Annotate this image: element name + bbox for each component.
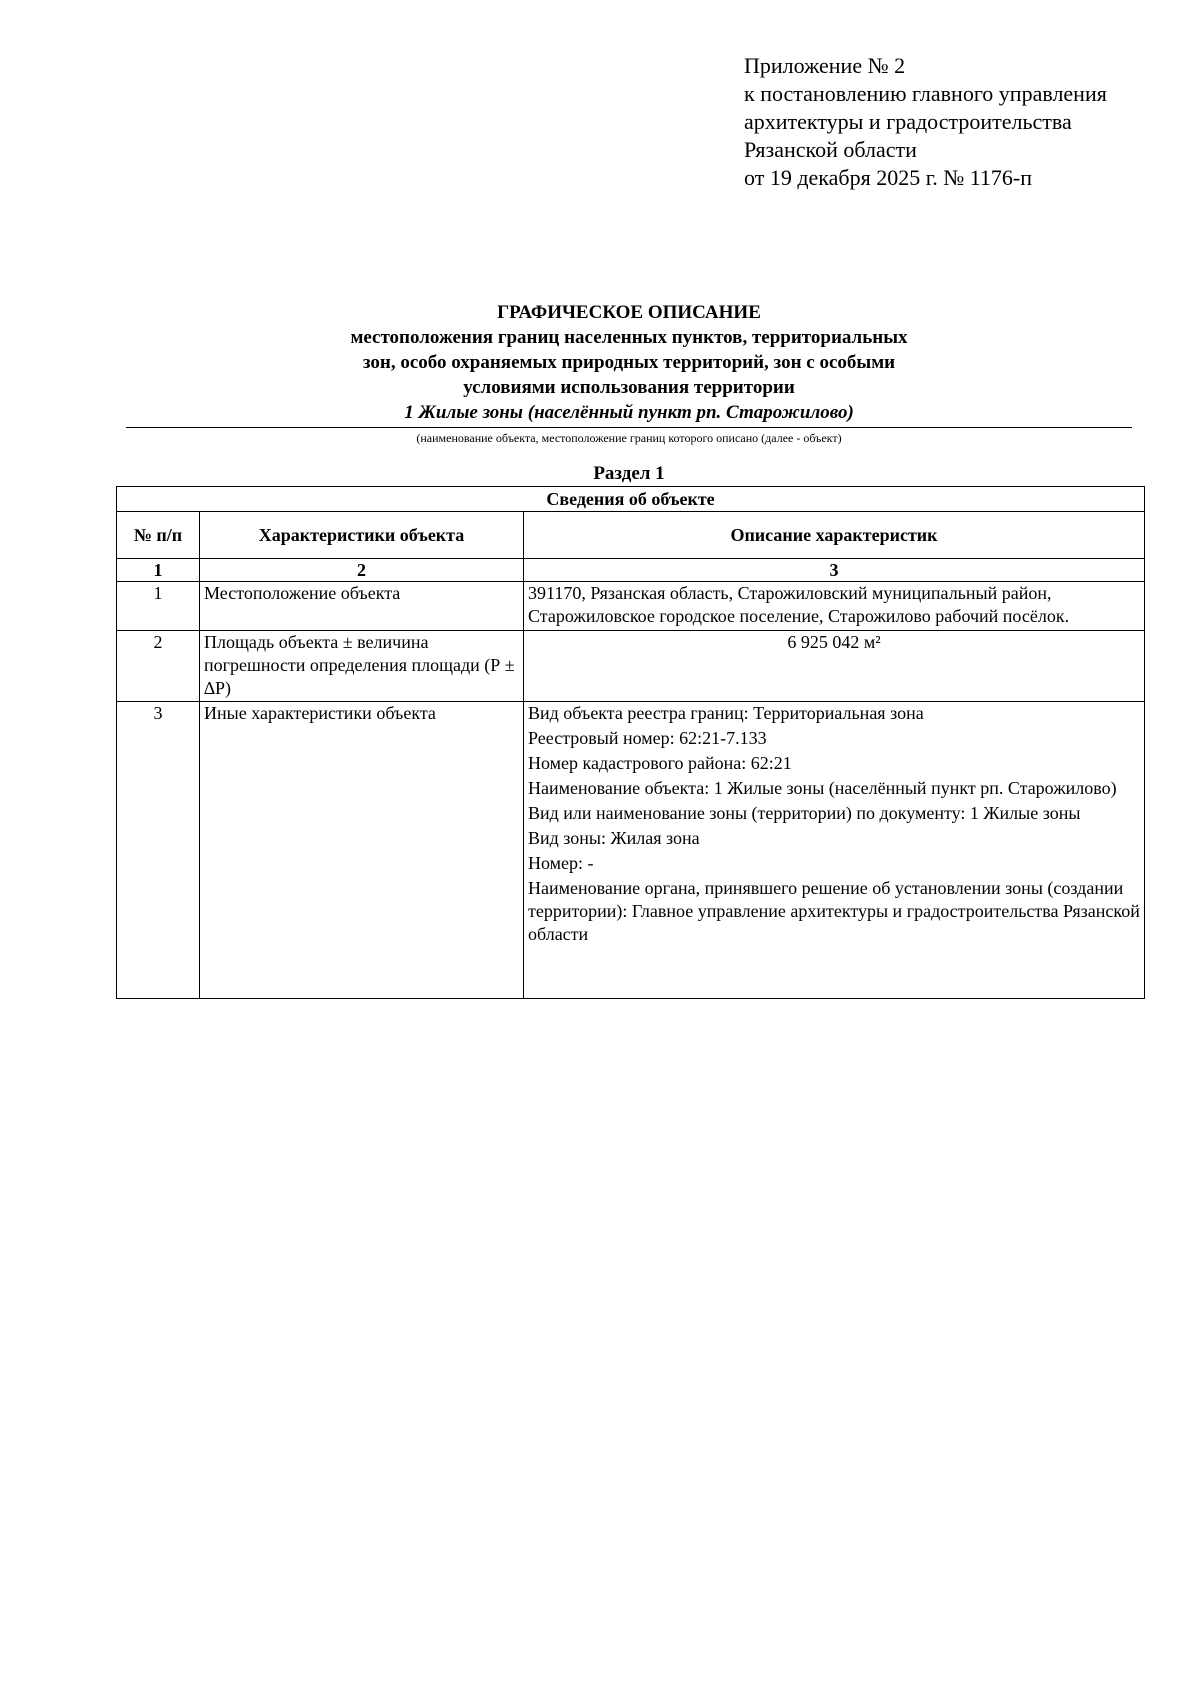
column-number: 3 xyxy=(524,559,1145,582)
description-line: Вид зоны: Жилая зона xyxy=(528,828,700,848)
column-number: 1 xyxy=(117,559,200,582)
header-num: № п/п xyxy=(117,512,200,559)
appendix-block xyxy=(744,52,1164,192)
object-underline xyxy=(126,427,1132,428)
row-description xyxy=(524,702,1145,999)
appendix-line: к постановлению главного управления xyxy=(744,81,1107,106)
table-header-row xyxy=(117,512,1145,559)
row-description xyxy=(524,631,1145,702)
document-subtitle-line: местоположения границ населенных пунктов, территориальных xyxy=(350,327,908,348)
appendix-line: от 19 декабря 2025 г. № 1176-п xyxy=(744,165,1033,190)
row-description xyxy=(524,582,1145,631)
row-characteristic: Местоположение объекта xyxy=(200,582,524,631)
row-number: 3 xyxy=(117,702,200,999)
appendix-line: Рязанской области xyxy=(744,137,917,162)
document-subtitle-line: условиями использования территории xyxy=(463,377,795,398)
row-characteristic: Иные характеристики объекта xyxy=(200,702,524,999)
object-name: 1 Жилые зоны (населённый пункт рп. Старожилово) xyxy=(404,402,854,423)
table-caption: Сведения об объекте xyxy=(117,487,1145,512)
appendix-line: архитектуры и градостроительства xyxy=(744,109,1072,134)
description-line: Наименование органа, принявшего решение об установлении зоны (создании территории): Главное управление архитектуры и градостроительства Рязанской области xyxy=(528,878,1140,944)
table-row xyxy=(117,631,1145,702)
table-row xyxy=(117,582,1145,631)
description-line: Наименование объекта: 1 Жилые зоны (населённый пункт рп. Старожилово) xyxy=(528,778,1117,798)
appendix-line: Приложение № 2 xyxy=(744,53,906,78)
row-number: 2 xyxy=(117,631,200,702)
table-caption-row xyxy=(117,487,1145,512)
section-title: Раздел 1 xyxy=(593,463,665,484)
description-line: Номер: - xyxy=(528,853,594,873)
object-caption: (наименование объекта, местоположение границ которого описано (далее - объект) xyxy=(416,431,842,445)
header-description: Описание характеристик xyxy=(524,512,1145,559)
header-characteristic: Характеристики объекта xyxy=(200,512,524,559)
table-row xyxy=(117,702,1145,999)
column-number-row xyxy=(117,559,1145,582)
row-characteristic: Площадь объекта ± величина погрешности определения площади (Р ± ∆Р) xyxy=(200,631,524,702)
description-line: 391170, Рязанская область, Старожиловский муниципальный район, Старожиловское городское поселение, Старожилово рабочий посёлок. xyxy=(528,583,1070,626)
document-title: ГРАФИЧЕСКОЕ ОПИСАНИЕ xyxy=(497,302,761,323)
row-number: 1 xyxy=(117,582,200,631)
column-number: 2 xyxy=(200,559,524,582)
document-subtitle-line: зон, особо охраняемых природных территорий, зон с особыми xyxy=(362,352,896,373)
description-line: Вид или наименование зоны (территории) по документу: 1 Жилые зоны xyxy=(528,803,1081,823)
description-line: Номер кадастрового района: 62:21 xyxy=(528,753,792,773)
description-line: Реестровый номер: 62:21-7.133 xyxy=(528,728,767,748)
description-line: 6 925 042 м² xyxy=(787,632,881,652)
object-info-table xyxy=(116,486,1145,999)
description-line: Вид объекта реестра границ: Территориальная зона xyxy=(528,703,924,723)
document-heading xyxy=(126,300,1132,400)
